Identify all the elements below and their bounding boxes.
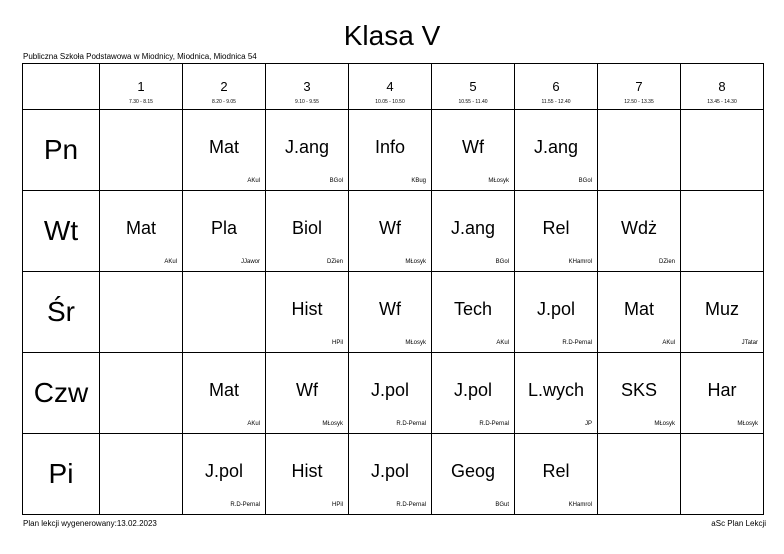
day-label: Wt xyxy=(23,191,100,272)
school-name: Publiczna Szkoła Podstawowa w Miodnicy, Miodnica, Miodnica 54 xyxy=(23,52,257,61)
lesson-teacher: AKul xyxy=(247,178,260,184)
lesson-teacher: R.D-Pernal xyxy=(396,502,426,508)
lesson-cell xyxy=(432,191,515,272)
period-time: 10.55 - 11.40 xyxy=(458,99,488,105)
lesson-subject: J.ang xyxy=(284,137,330,157)
lesson-cell xyxy=(349,191,432,272)
day-label: Śr xyxy=(23,272,100,353)
lesson-cell-empty xyxy=(100,110,183,191)
lesson-cell xyxy=(681,353,764,434)
lesson-subject: J.ang xyxy=(533,137,579,157)
lesson-subject: Mat xyxy=(623,299,654,319)
lesson-subject: Har xyxy=(707,380,737,400)
period-header xyxy=(266,64,349,110)
lesson-teacher: BGol xyxy=(329,178,343,184)
lesson-subject: Tech xyxy=(453,299,493,319)
lesson-cell xyxy=(598,272,681,353)
page-title: Klasa V xyxy=(343,20,441,51)
lesson-cell xyxy=(432,272,515,353)
lesson-subject: Rel xyxy=(542,218,570,238)
period-number: 7 xyxy=(635,79,643,94)
lesson-subject: Pla xyxy=(210,218,237,238)
period-time: 13.45 - 14.30 xyxy=(707,99,737,105)
period-time: 10.05 - 10.50 xyxy=(375,99,405,105)
lesson-cell xyxy=(100,191,183,272)
lesson-teacher: AKul xyxy=(662,340,675,346)
lesson-cell xyxy=(515,353,598,434)
lesson-teacher: MŁosyk xyxy=(654,421,675,427)
lesson-cell xyxy=(432,110,515,191)
lesson-cell xyxy=(349,353,432,434)
lesson-cell xyxy=(349,110,432,191)
period-time: 7.30 - 8.15 xyxy=(129,99,153,105)
lesson-cell xyxy=(266,191,349,272)
lesson-cell xyxy=(183,191,266,272)
lesson-subject: J.pol xyxy=(370,461,410,481)
lesson-subject: Biol xyxy=(291,218,322,238)
lesson-cell xyxy=(515,110,598,191)
lesson-cell xyxy=(432,434,515,515)
lesson-cell xyxy=(266,110,349,191)
lesson-subject: Wf xyxy=(379,218,401,238)
lesson-subject: Info xyxy=(374,137,406,157)
day-label: Pi xyxy=(23,434,100,515)
period-header xyxy=(598,64,681,110)
lesson-subject: Mat xyxy=(208,137,239,157)
lesson-subject: Rel xyxy=(542,461,570,481)
lesson-subject: J.pol xyxy=(370,380,410,400)
period-header-row xyxy=(23,64,764,110)
lesson-cell xyxy=(515,272,598,353)
lesson-teacher: DZien xyxy=(658,259,675,265)
lesson-subject: J.pol xyxy=(453,380,493,400)
lesson-teacher: R.D-Pernal xyxy=(230,502,260,508)
timetable xyxy=(22,63,764,515)
lesson-cell xyxy=(515,434,598,515)
corner-cell xyxy=(23,64,100,110)
lesson-subject: Geog xyxy=(450,461,496,481)
period-header xyxy=(349,64,432,110)
lesson-cell xyxy=(183,110,266,191)
period-header xyxy=(432,64,515,110)
lesson-cell xyxy=(349,272,432,353)
period-header xyxy=(681,64,764,110)
lesson-cell xyxy=(266,353,349,434)
lesson-teacher: AKul xyxy=(247,421,260,427)
lesson-teacher: HPil xyxy=(331,502,343,508)
lesson-subject: Mat xyxy=(125,218,156,238)
lesson-subject: SKS xyxy=(620,380,658,400)
lesson-cell-empty xyxy=(598,434,681,515)
period-header xyxy=(515,64,598,110)
day-label: Pn xyxy=(23,110,100,191)
lesson-teacher: BGut xyxy=(495,502,509,508)
lesson-subject: Mat xyxy=(208,380,239,400)
lesson-subject: Hist xyxy=(291,299,323,319)
lesson-cell xyxy=(515,191,598,272)
lesson-cell xyxy=(183,353,266,434)
period-time: 11.55 - 12.40 xyxy=(541,99,571,105)
period-number: 4 xyxy=(386,79,394,94)
lesson-cell xyxy=(183,434,266,515)
lesson-teacher: R.D-Pernal xyxy=(396,421,426,427)
lesson-cell-empty xyxy=(100,434,183,515)
lesson-teacher: MŁosyk xyxy=(405,340,426,346)
lesson-subject: Muz xyxy=(704,299,739,319)
lesson-cell-empty xyxy=(681,110,764,191)
generated-date: Plan lekcji wygenerowany:13.02.2023 xyxy=(23,519,157,528)
day-row xyxy=(23,434,764,515)
lesson-cell-empty xyxy=(183,272,266,353)
lesson-subject: J.pol xyxy=(204,461,244,481)
lesson-subject: Wf xyxy=(379,299,401,319)
lesson-subject: Hist xyxy=(291,461,323,481)
day-row xyxy=(23,191,764,272)
lesson-cell xyxy=(598,353,681,434)
lesson-teacher: BGol xyxy=(578,178,592,184)
lesson-cell xyxy=(266,272,349,353)
lesson-subject: Wf xyxy=(296,380,318,400)
lesson-cell-empty xyxy=(100,353,183,434)
day-row xyxy=(23,353,764,434)
lesson-teacher: JJawor xyxy=(240,259,260,265)
lesson-teacher: MŁosyk xyxy=(488,178,509,184)
lesson-teacher: MŁosyk xyxy=(322,421,343,427)
period-header xyxy=(183,64,266,110)
lesson-teacher: AKul xyxy=(164,259,177,265)
day-row xyxy=(23,272,764,353)
period-time: 9.10 - 9.55 xyxy=(295,99,319,105)
lesson-cell-empty xyxy=(598,110,681,191)
period-header xyxy=(100,64,183,110)
day-row xyxy=(23,110,764,191)
lesson-cell-empty xyxy=(681,191,764,272)
lesson-subject: J.pol xyxy=(536,299,576,319)
lesson-teacher: KHamrol xyxy=(568,259,592,265)
lesson-teacher: DZien xyxy=(326,259,343,265)
lesson-teacher: AKul xyxy=(496,340,509,346)
lesson-teacher: BGol xyxy=(495,259,509,265)
lesson-teacher: KHamrol xyxy=(568,502,592,508)
software-credit: aSc Plan Lekcji xyxy=(711,519,766,528)
period-number: 6 xyxy=(552,79,560,94)
lesson-subject: L.wych xyxy=(527,380,585,400)
lesson-cell xyxy=(266,434,349,515)
period-number: 8 xyxy=(718,79,726,94)
lesson-subject: J.ang xyxy=(450,218,496,238)
period-number: 5 xyxy=(469,79,477,94)
lesson-cell xyxy=(681,272,764,353)
lesson-cell xyxy=(432,353,515,434)
lesson-teacher: R.D-Pernal xyxy=(479,421,509,427)
lesson-cell-empty xyxy=(100,272,183,353)
lesson-teacher: MŁosyk xyxy=(737,421,758,427)
lesson-teacher: JP xyxy=(584,421,592,427)
lesson-teacher: JTatar xyxy=(741,340,758,346)
lesson-subject: Wdż xyxy=(621,218,657,238)
lesson-cell-empty xyxy=(681,434,764,515)
lesson-teacher: MŁosyk xyxy=(405,259,426,265)
period-time: 8.20 - 9.05 xyxy=(212,99,236,105)
lesson-subject: Wf xyxy=(462,137,484,157)
lesson-teacher: KBug xyxy=(411,178,426,184)
day-label: Czw xyxy=(23,353,100,434)
period-time: 12.50 - 13.35 xyxy=(624,99,654,105)
lesson-teacher: HPil xyxy=(331,340,343,346)
lesson-teacher: R.D-Pernal xyxy=(562,340,592,346)
period-number: 3 xyxy=(303,79,311,94)
period-number: 1 xyxy=(137,79,145,94)
lesson-cell xyxy=(598,191,681,272)
period-number: 2 xyxy=(220,79,228,94)
lesson-cell xyxy=(349,434,432,515)
